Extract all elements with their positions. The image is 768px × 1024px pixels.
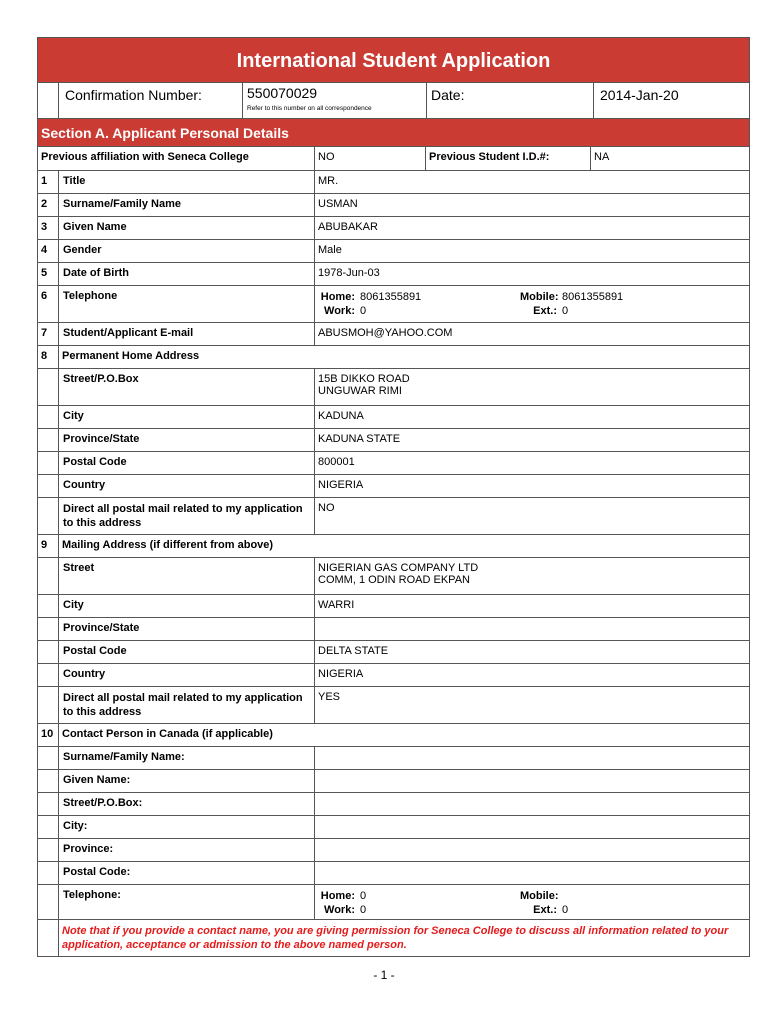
- mailing-country-value: NIGERIA: [314, 664, 749, 686]
- contact-postal-value: [314, 862, 749, 884]
- page-number: - 1 -: [373, 968, 395, 982]
- contact-given-row: Given Name:: [37, 770, 750, 793]
- permanent-address-header: 8 Permanent Home Address: [37, 346, 750, 369]
- contact-surname-value: [314, 747, 749, 769]
- permanent-street-value: 15B DIKKO ROAD UNGUWAR RIMI: [314, 369, 749, 405]
- contact-home-phone: 0: [360, 890, 367, 902]
- surname-value: USMAN: [314, 194, 749, 216]
- permanent-city-value: KADUNA: [314, 406, 749, 428]
- confirmation-row: [37, 83, 750, 119]
- mailing-street-value: NIGERIAN GAS COMPANY LTD COMM, 1 ODIN ROAD EKPAN: [314, 558, 749, 594]
- mailing-address-header: 9 Mailing Address (if different from above): [37, 535, 750, 558]
- contact-telephone-row: Telephone: Home: 0 Mobile: Work: 0 Ext.: 0: [37, 885, 750, 920]
- home-phone: 8061355891: [360, 291, 422, 303]
- contact-postal-row: Postal Code:: [37, 862, 750, 885]
- gender-value: Male: [314, 240, 749, 262]
- mailing-country-row: Country NIGERIA: [37, 664, 750, 687]
- application-form: [37, 37, 750, 957]
- work-phone: 0: [360, 305, 367, 317]
- permanent-direct-mail-value: NO: [314, 498, 749, 534]
- mailing-postal-row: Postal Code DELTA STATE: [37, 641, 750, 664]
- date-value: 2014-Jan-20: [593, 83, 749, 118]
- permanent-province-value: KADUNA STATE: [314, 429, 749, 451]
- ext-phone: 0: [562, 305, 569, 317]
- section-a-title: Section A. Applicant Personal Details: [37, 119, 750, 147]
- confirmation-number: 550070029: [247, 85, 318, 101]
- mailing-street-row: Street NIGERIAN GAS COMPANY LTD COMM, 1 ODIN ROAD EKPAN: [37, 558, 750, 595]
- contact-ext-phone: 0: [562, 904, 569, 916]
- contact-street-row: Street/P.O.Box:: [37, 793, 750, 816]
- mailing-direct-mail-row: Direct all postal mail related to my application to this address YES: [37, 687, 750, 724]
- confirmation-label: Confirmation Number:: [58, 83, 242, 118]
- given-name-row: 3 Given Name ABUBAKAR: [37, 217, 750, 240]
- mailing-city-row: City WARRI: [37, 595, 750, 618]
- contact-permission-note: Note that if you provide a contact name, you are giving permission for Seneca College to discuss all information related to your application, acceptance or admission to the above named person.: [58, 920, 749, 956]
- contact-given-value: [314, 770, 749, 792]
- contact-note-row: [37, 920, 750, 957]
- dob-row: 5 Date of Birth 1978-Jun-03: [37, 263, 750, 286]
- contact-province-row: Province:: [37, 839, 750, 862]
- email-value: ABUSMOH@YAHOO.COM: [314, 323, 749, 345]
- permanent-postal-value: 800001: [314, 452, 749, 474]
- contact-work-phone: 0: [360, 904, 367, 916]
- telephone-row: 6 Telephone Home: 8061355891 Mobile: 8061355891 Work: 0 Ext.: 0: [37, 286, 750, 323]
- form-title: International Student Application: [37, 37, 750, 83]
- contact-city-value: [314, 816, 749, 838]
- permanent-city-row: City KADUNA: [37, 406, 750, 429]
- affiliation-value: NO: [314, 147, 425, 170]
- contact-city-row: City:: [37, 816, 750, 839]
- confirmation-value-cell: [242, 83, 426, 118]
- previous-id-value: NA: [590, 147, 749, 170]
- mailing-postal-value: DELTA STATE: [314, 641, 749, 663]
- permanent-postal-row: Postal Code 800001: [37, 452, 750, 475]
- mailing-province-value: [314, 618, 749, 640]
- title-row: 1 Title MR.: [37, 171, 750, 194]
- contact-surname-row: Surname/Family Name:: [37, 747, 750, 770]
- affiliation-row: [37, 147, 750, 171]
- permanent-country-value: NIGERIA: [314, 475, 749, 497]
- title-value: MR.: [314, 171, 749, 193]
- permanent-country-row: Country NIGERIA: [37, 475, 750, 498]
- surname-row: 2 Surname/Family Name USMAN: [37, 194, 750, 217]
- confirmation-note: Refer to this number on all correspondence: [247, 105, 372, 112]
- gender-row: 4 Gender Male: [37, 240, 750, 263]
- affiliation-label: Previous affiliation with Seneca College: [41, 151, 249, 163]
- telephone-values: Home: 8061355891 Mobile: 8061355891 Work: 0 Ext.: 0: [314, 286, 749, 322]
- mailing-city-value: WARRI: [314, 595, 749, 617]
- permanent-province-row: Province/State KADUNA STATE: [37, 429, 750, 452]
- contact-mobile-phone: [562, 889, 746, 903]
- contact-province-value: [314, 839, 749, 861]
- contact-telephone-values: Home: 0 Mobile: Work: 0 Ext.: 0: [314, 885, 749, 919]
- dob-value: 1978-Jun-03: [314, 263, 749, 285]
- permanent-street-row: Street/P.O.Box 15B DIKKO ROAD UNGUWAR RIMI: [37, 369, 750, 406]
- mailing-direct-mail-value: YES: [314, 687, 749, 723]
- given-name-value: ABUBAKAR: [314, 217, 749, 239]
- contact-person-header: 10 Contact Person in Canada (if applicable): [37, 724, 750, 747]
- mobile-phone: 8061355891: [562, 291, 624, 303]
- date-label: Date:: [426, 83, 593, 118]
- previous-id-label: Previous Student I.D.#:: [425, 147, 590, 170]
- mailing-province-row: Province/State: [37, 618, 750, 641]
- email-row: 7 Student/Applicant E-mail ABUSMOH@YAHOO.COM: [37, 323, 750, 346]
- permanent-direct-mail-row: Direct all postal mail related to my application to this address NO: [37, 498, 750, 535]
- contact-street-value: [314, 793, 749, 815]
